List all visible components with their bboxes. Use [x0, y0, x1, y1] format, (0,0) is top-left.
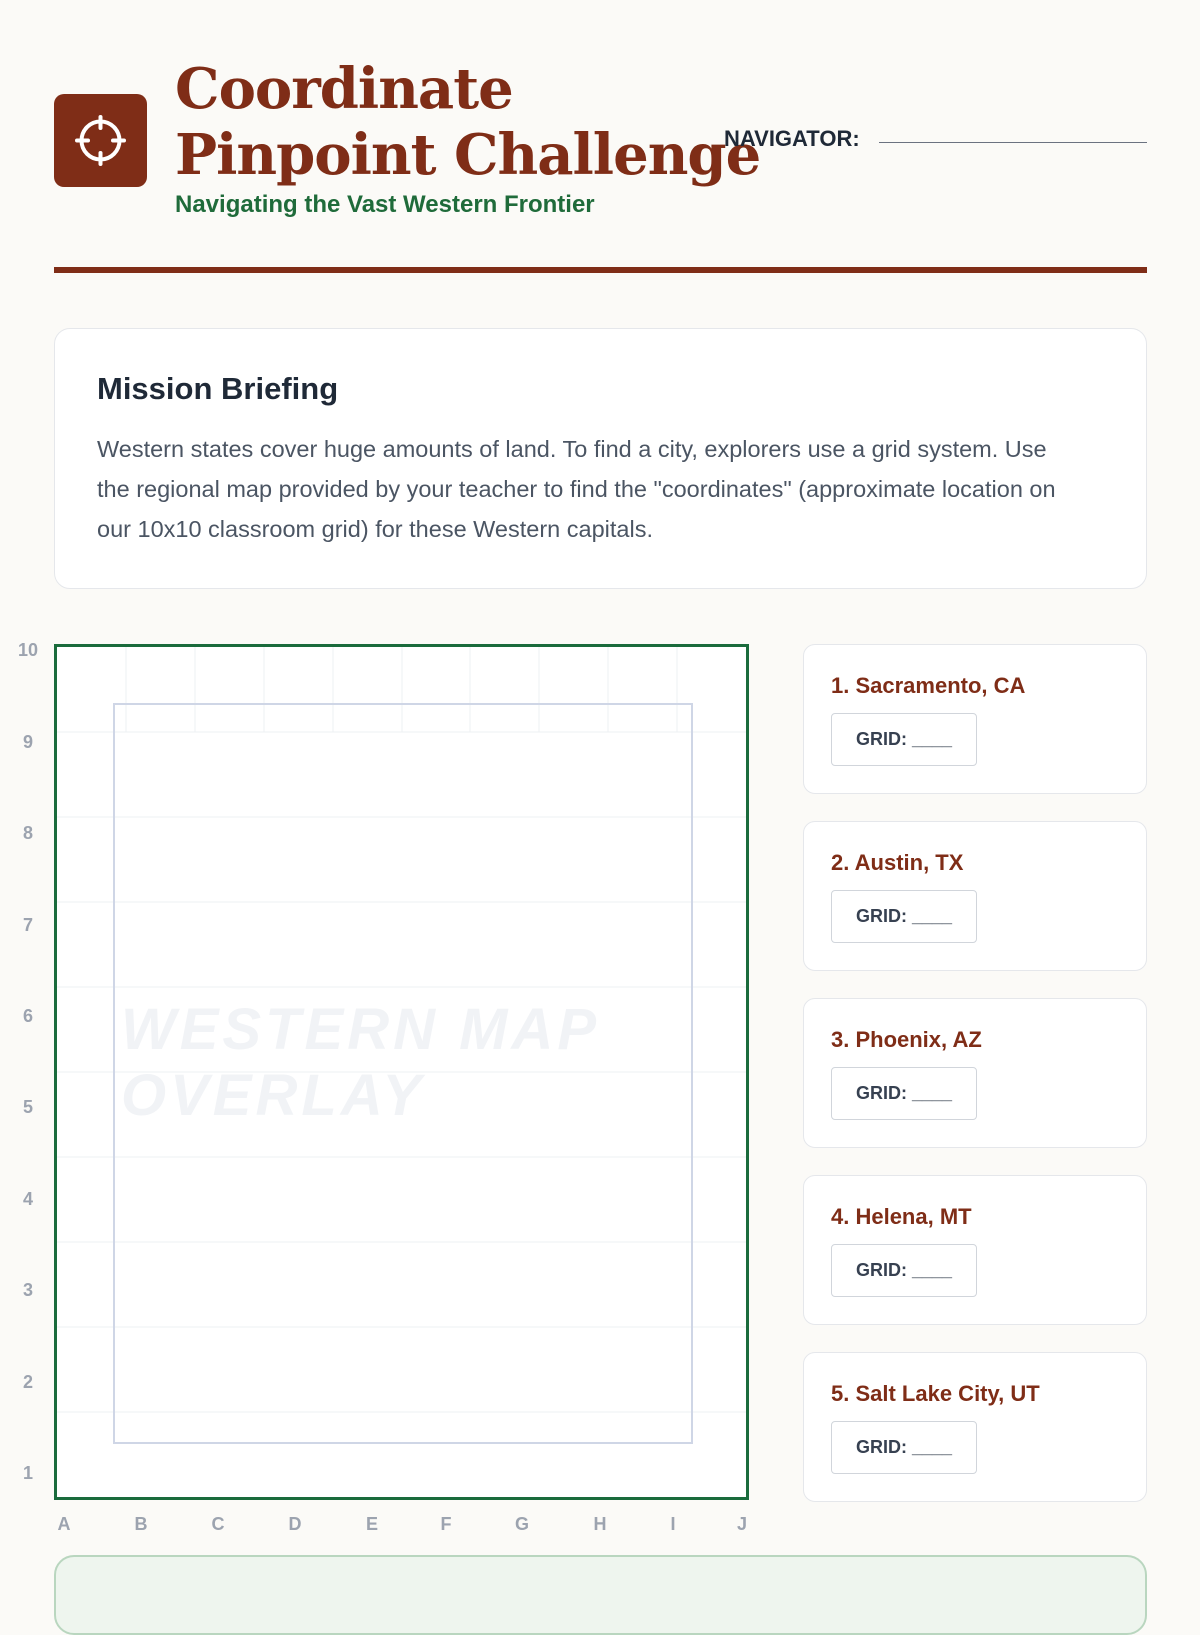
y-axis-label: 2 [22, 1372, 33, 1392]
x-axis-label: C [211, 1514, 225, 1534]
map-watermark-line-2: OVERLAY [121, 1063, 426, 1128]
y-axis-label: 7 [22, 915, 33, 935]
page-title-line-2: Pinpoint Challenge [175, 122, 761, 188]
y-axis-label: 3 [22, 1280, 33, 1300]
y-axis-label: 9 [22, 732, 33, 752]
header-divider [54, 267, 1147, 273]
city-card [803, 644, 1147, 794]
city-name: 1. Sacramento, CA [831, 673, 1026, 698]
mission-briefing-card [54, 328, 1147, 589]
y-axis-label: 5 [22, 1097, 33, 1117]
x-axis-label: J [736, 1514, 747, 1534]
grid-answer-field[interactable]: GRID: ____ [831, 1421, 977, 1474]
map-watermark-line-1: WESTERN MAP [121, 997, 600, 1062]
y-axis-label: 8 [22, 823, 33, 843]
city-card [803, 821, 1147, 971]
navigator-field [724, 126, 1147, 156]
city-name: 4. Helena, MT [831, 1204, 972, 1229]
x-axis-label: E [365, 1514, 378, 1534]
y-axis-label: 10 [17, 640, 39, 660]
page-title [175, 56, 760, 188]
city-card [803, 998, 1147, 1148]
briefing-text: Western states cover huge amounts of land. To find a city, explorers use a grid system. Use the regional map provided by your teacher to find the "coordinates" (approximate location on our 10x10 classroom grid) for these Western capitals. [97, 436, 1056, 542]
page-subtitle: Navigating the Vast Western Frontier [175, 191, 595, 218]
x-axis-label: I [670, 1514, 676, 1534]
map-watermark [121, 997, 721, 1129]
city-name: 5. Salt Lake City, UT [831, 1381, 1040, 1406]
x-axis-label: B [134, 1514, 148, 1534]
x-axis-label: H [593, 1514, 607, 1534]
navigator-label: NAVIGATOR: [724, 126, 860, 151]
city-card [803, 1352, 1147, 1502]
grid-answer-field[interactable]: GRID: ____ [831, 890, 977, 943]
navigator-name-line [879, 142, 1147, 143]
briefing-title: Mission Briefing [97, 371, 339, 406]
page-header [54, 56, 1147, 216]
x-axis-label: F [440, 1514, 452, 1534]
grid-answer-field[interactable]: GRID: ____ [831, 713, 977, 766]
grid-answer-field[interactable]: GRID: ____ [831, 1067, 977, 1120]
crosshair-icon [54, 94, 147, 187]
footer-panel [54, 1555, 1147, 1635]
map-grid-frame [54, 644, 749, 1500]
city-name: 2. Austin, TX [831, 850, 964, 875]
grid-answer-field[interactable]: GRID: ____ [831, 1244, 977, 1297]
city-name: 3. Phoenix, AZ [831, 1027, 982, 1052]
y-axis-label: 4 [22, 1189, 33, 1209]
y-axis-label: 1 [22, 1463, 33, 1483]
x-axis-label: D [288, 1514, 302, 1534]
city-card [803, 1175, 1147, 1325]
x-axis-label: A [57, 1514, 71, 1534]
page-title-line-1: Coordinate [175, 56, 513, 122]
x-axis-label: G [514, 1514, 529, 1534]
y-axis-label: 6 [22, 1006, 33, 1026]
